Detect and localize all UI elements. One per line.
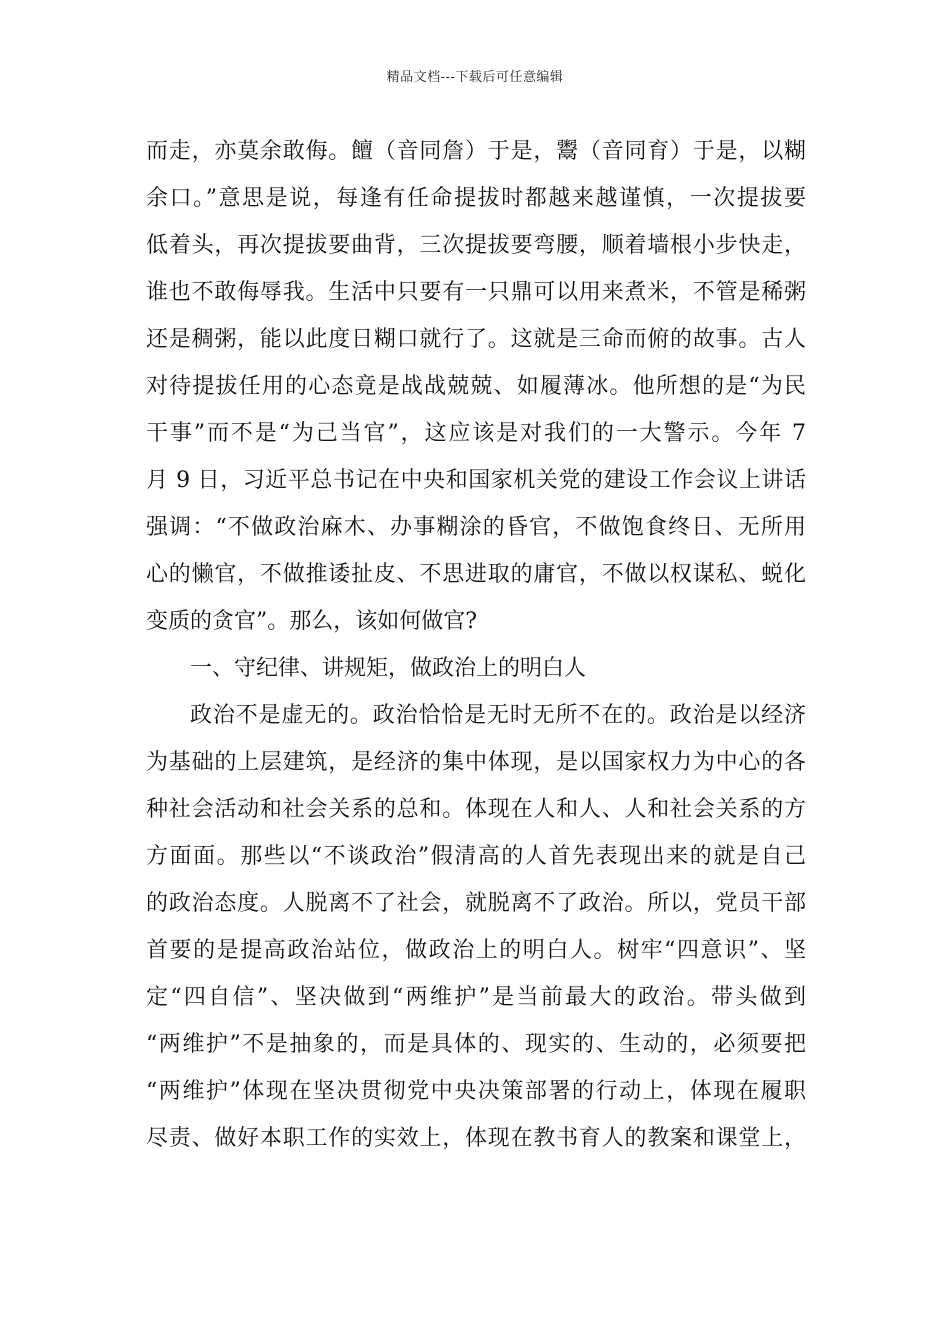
paragraph-line: 强调：“不做政治麻木、办事糊涂的昏官，不做饱食终日、无所用: [146, 515, 806, 540]
document-body: [146, 128, 806, 1162]
page-header: 精品文档---下载后可任意编辑: [386, 70, 564, 85]
paragraph-line: 心的懒官，不做推诿扯皮、不思进取的庸官，不做以权谋私、蜕化: [146, 562, 806, 587]
paragraph-line: 的政治态度。人脱离不了社会，就脱离不了政治。所以，党员干部: [146, 891, 806, 916]
paragraph-line: 月 9 日，习近平总书记在中央和国家机关党的建设工作会议上讲话: [146, 468, 806, 493]
paragraph-line: 变质的贪官”。那么，该如何做官?: [146, 609, 478, 634]
paragraph-line: 方面面。那些以“不谈政治”假清高的人首先表现出来的就是自己: [146, 844, 806, 869]
paragraph-line: 种社会活动和社会关系的总和。体现在人和人、人和社会关系的方: [146, 797, 806, 822]
paragraph-line: 还是稠粥，能以此度日糊口就行了。这就是三命而俯的故事。古人: [146, 327, 806, 352]
paragraph-line: 干事”而不是“为己当官”，这应该是对我们的一大警示。今年 7: [146, 421, 806, 446]
paragraph-line: 谁也不敢侮辱我。生活中只要有一只鼎可以用来煮米，不管是稀粥: [146, 280, 806, 305]
paragraph-line: 为基础的上层建筑，是经济的集中体现，是以国家权力为中心的各: [146, 750, 806, 775]
paragraph-line: 余口。”意思是说，每逢有任命提拔时都越来越谨慎，一次提拔要: [146, 186, 806, 211]
section-heading: 一、守纪律、讲规矩，做政治上的明白人: [190, 656, 587, 681]
paragraph-line: 尽责、做好本职工作的实效上，体现在教书育人的教案和课堂上，: [146, 1126, 806, 1151]
paragraph-line: 而走，亦莫余敢侮。饘（音同詹）于是，鬻（音同育）于是，以糊: [146, 139, 806, 164]
paragraph-line: “两维护”体现在坚决贯彻党中央决策部署的行动上，体现在履职: [146, 1079, 806, 1104]
paragraph-line: 首要的是提高政治站位，做政治上的明白人。树牢“四意识”、坚: [146, 938, 806, 963]
paragraph-line: 定“四自信”、坚决做到“两维护”是当前最大的政治。带头做到: [146, 985, 806, 1010]
paragraph-line: “两维护”不是抽象的，而是具体的、现实的、生动的，必须要把: [146, 1032, 806, 1057]
paragraph-line: 政治不是虚无的。政治恰恰是无时无所不在的。政治是以经济: [190, 703, 806, 728]
paragraph-line: 对待提拔任用的心态竟是战战兢兢、如履薄冰。他所想的是“为民: [146, 374, 806, 399]
paragraph-line: 低着头，再次提拔要曲背，三次提拔要弯腰，顺着墙根小步快走，: [146, 233, 806, 258]
